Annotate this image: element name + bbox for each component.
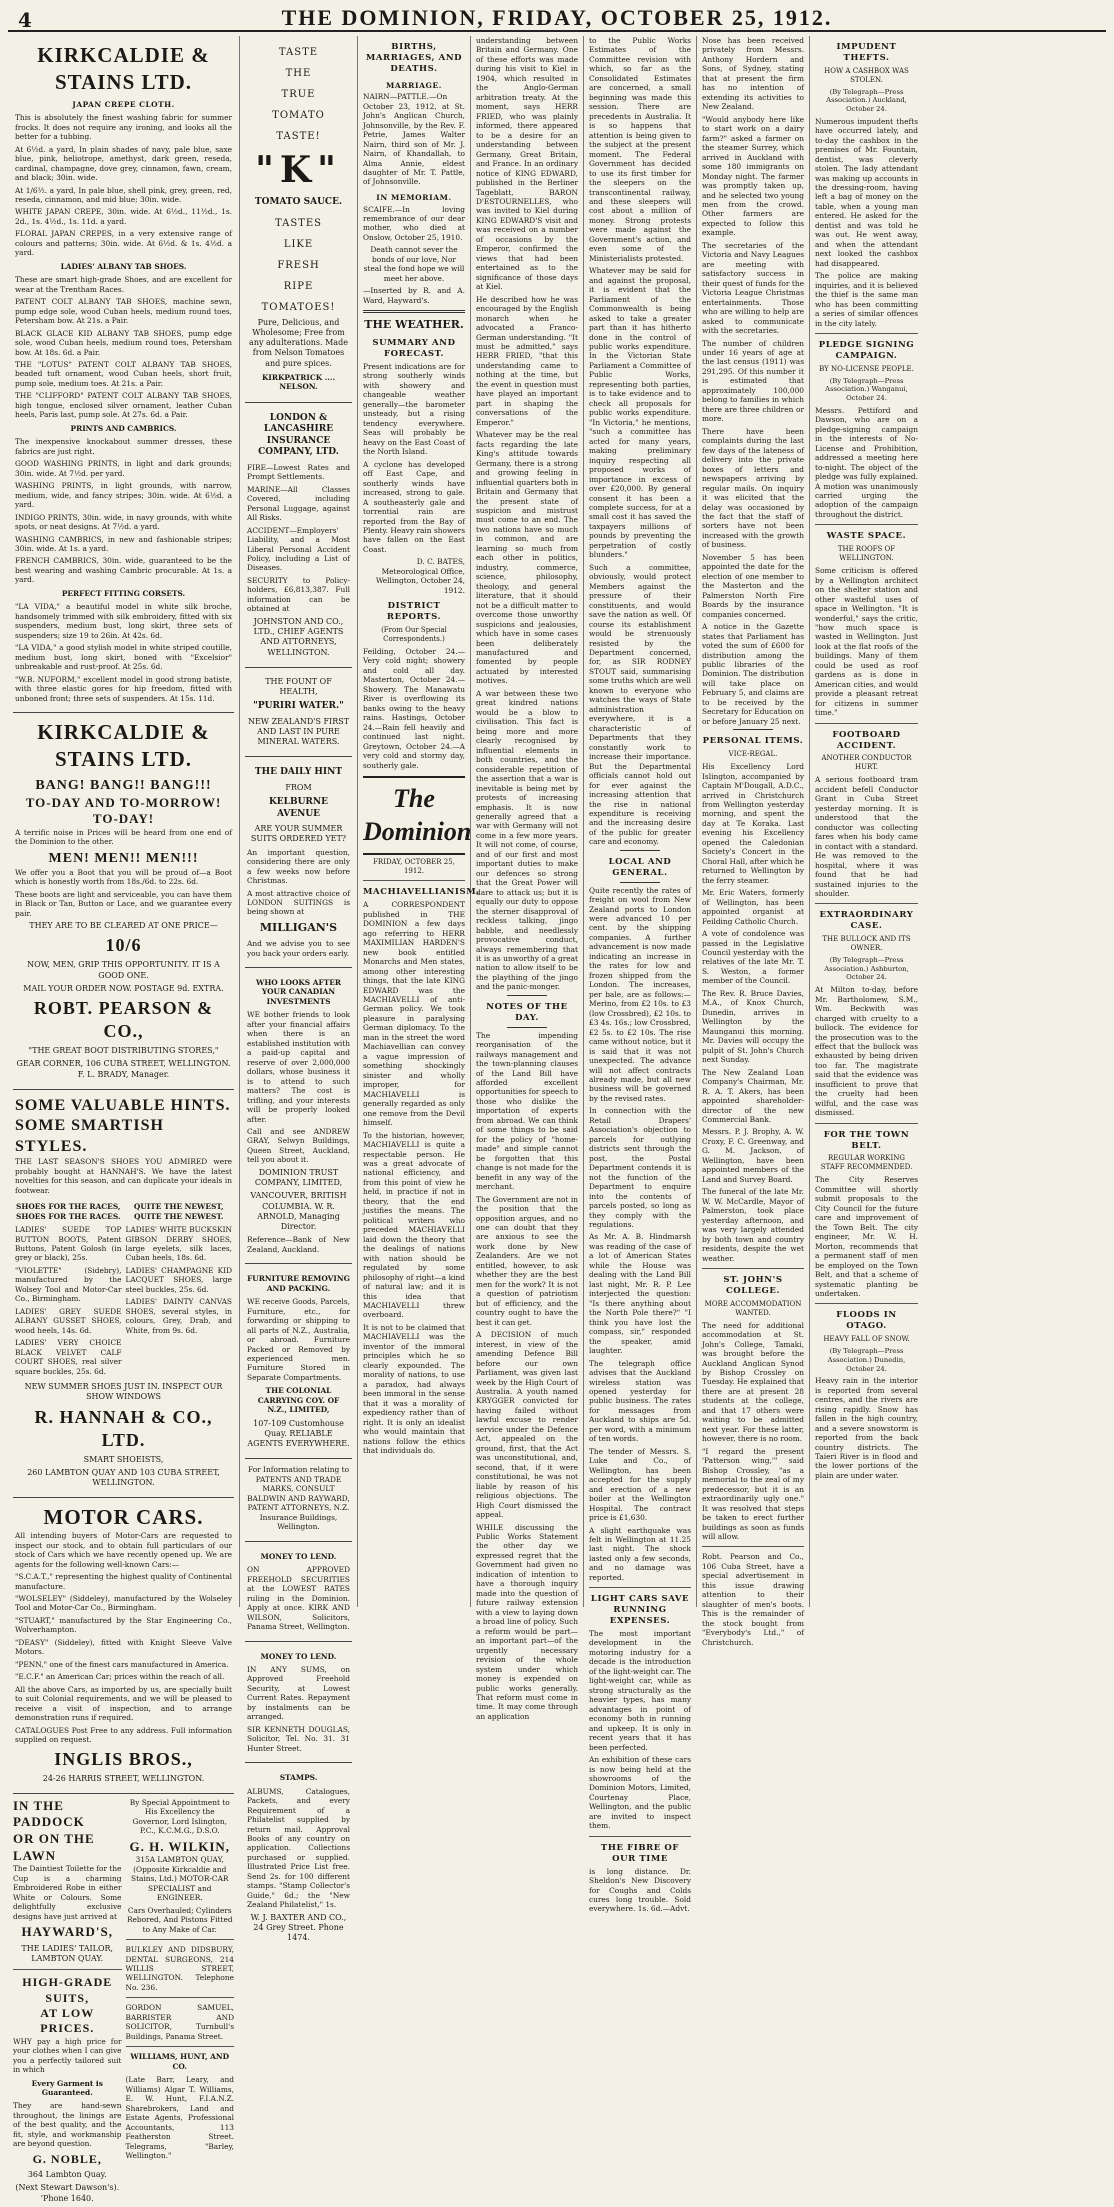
price: 10/6 xyxy=(105,935,142,956)
kelburne-heading: KELBURNE AVENUE xyxy=(268,797,329,819)
theft-para: Numerous impudent thefts have occurred lately, and to-day the cashbox in the premises of Mr. Fountain, dentist, was cleverly stolen. The lady attendant was making up accounts in the dressing-room, having left a bag of money on the table, when a young man entered. He asked for the dentist and was told he was out. He went away, and when the attendant next looked the cashbox had disappeared. xyxy=(815,116,918,268)
highgrade-heading: HIGH-GRADE SUITS, xyxy=(22,1975,113,2005)
offer-text-2: These boots are light and serviceable, you can have them in Black or Tan, Button or Lace, and we guarantee every pair. xyxy=(15,889,232,918)
column-4 xyxy=(471,36,584,1721)
london-item: MARINE—All Classes Covered, including Personal Luggage, against All Risks. xyxy=(247,484,350,523)
stamps-heading: STAMPS. xyxy=(279,1773,318,1783)
local-para: The telegraph office advises that the Auckland wireless station was opened yesterday for public business. The rates for messages from Auckland to ships are 5d. per word, with a minimum of ten words. xyxy=(589,1358,691,1444)
news-para: November 5 has been appointed the date for the election of one member to the Masterton and the Palmerston North Fire Boards by the insurance companies concerned. xyxy=(702,552,804,619)
guarantee-text: Every Garment is Guaranteed. xyxy=(31,2078,103,2098)
memoriam-heading: IN MEMORIAM. xyxy=(376,192,452,202)
trust-heading: DOMINION TRUST COMPANY, LIMITED, xyxy=(254,1167,343,1188)
weather-text: Present indications are for strong southerly winds with showery and changeable weather generally—the barometer unsteady, but a rising tendency everywhere. Seas will probably be heavy on the East Coast of the North Island. xyxy=(363,362,465,457)
floods-heading: FLOODS IN OTAGO. xyxy=(836,1310,897,1332)
motor-catalogue: CATALOGUES Post Free to any address. Full information supplied on request. xyxy=(15,1725,232,1745)
race-item: LADIES' GREY SUEDE ALBANY GUSSET SHOES, wood heels, 14s. 6d. xyxy=(15,1306,122,1335)
tomato-ad xyxy=(245,36,352,403)
highgrade-text-2: They are hand-sewn throughout, the linings are of the best quality, and the fit, style, and workmanship are beyond question. xyxy=(13,2101,122,2149)
patents-text: For Information relating to PATENTS AND TRADE MARKS, CONSULT BALDWIN AND RAYWARD, PATENT ATTORNEYS, N.Z. Insurance Buildings, Wellington. xyxy=(247,1465,350,1532)
inglis-heading: INGLIS BROS., xyxy=(54,1748,193,1769)
motor-item: "STUART," manufactured by the Star Engineering Co., Wolverhampton. xyxy=(15,1615,232,1635)
motor-heading: MOTOR CARS. xyxy=(43,1505,204,1530)
money-heading: MONEY TO LEND. xyxy=(260,1551,337,1561)
marriage-text: NAIRN—PATTLE.—On October 23, 1912, at St. John's Anglican Church, Johnsonville, by the Rev. F. Petrie, James Walter Nairn, third son of Mr. J. Nairn, of Khandallah, to Alma Annie, eldest daughter of Mr. T. Pattle, of Johnsonville. xyxy=(363,92,465,187)
memoriam-sign: —Inserted by R. and A. Ward, Hayward's. xyxy=(363,286,465,305)
weather-heading: THE WEATHER. xyxy=(364,318,464,332)
race-item: "VIOLETTE" (Sidebry), manufactured by the Wolsey Tool and Motor-Car Co., Birmingham. xyxy=(15,1265,122,1304)
district-heading: DISTRICT REPORTS. xyxy=(386,601,442,623)
pure-text: Pure, Delicious, and Wholesome; Free from any adulterations. Made from Nelson Tomatoes and pure spices. xyxy=(249,317,348,368)
williams-sub: (Late Barr, Leary, and Williams) Algar T. Williams, E. W. Hunt, F.I.A.N.Z. Sharebrokers, Land and Estate Agents, Professional Accountants, 113 Featherston Street. Telegrams, "Barley, Wellington." xyxy=(125,2075,234,2160)
lowprices-heading: AT LOW PRICES. xyxy=(40,2005,95,2036)
taste-word: TASTE! xyxy=(276,131,321,142)
tastes-list xyxy=(247,213,350,318)
kirkcaldie-heading: KIRKCALDIE & STAINS LTD. xyxy=(37,43,210,94)
notes-para: A DECISION of much interest, in view of the amending Defence Bill before our own Parliament, was given last week by the High Court of Australia. A youth named KRYGGER convicted for having failed without lawful excuse to render service under the Defence Act, appealed on the ground, first, that the Act was unconstitutional, and, second, that, if it were constitutional, he was not liable by reason of his religious objections. The High Court dismissed the appeal. xyxy=(476,1330,578,1520)
personal-para: A vote of condolence was passed in the Legislative Council yesterday with the relatives of the late Mr. T. S. Weston, a former member of the Council. xyxy=(702,929,804,986)
sauce-heading: TOMATO SAUCE. xyxy=(254,197,343,208)
cars-heading: LIGHT CARS SAVE RUNNING EXPENSES. xyxy=(590,1594,690,1627)
races-heading-right: QUITE THE NEWEST, QUITE THE NEWEST. xyxy=(133,1202,224,1221)
news-para: Nose has been received privately from Messrs. Anthony Hordern and Sons, of Sydney, stating that at present the firm has no intention of extending its activities to New Zealand. xyxy=(702,36,804,112)
column-6 xyxy=(697,36,810,1647)
pledge-heading: PLEDGE SIGNING CAMPAIGN. xyxy=(818,340,915,361)
taste-word: TRUE xyxy=(281,89,316,100)
prints-heading: PRINTS AND CAMBRICS. xyxy=(70,423,177,433)
footboard-text: A serious footboard tram accident befell Conductor Grant in Cuba Street yesterday morning. It is understood that the conductor was collecting fares when his body came in contact with a standard. He was removed to the hospital, where it was found that he had sustained injuries to the shoulder. xyxy=(815,775,918,898)
johnston-text: JOHNSTON AND CO., LTD., CHIEF AGENTS AND ATTORNEYS, WELLINGTON. xyxy=(253,616,344,657)
pearson-tagline: "THE GREAT BOOT DISTRIBUTING STORES," xyxy=(28,1046,219,1056)
shoes-item: THE "CLIFFORD" PATENT COLT ALBANY TAB SHOES, high tongue, enclosed silver ornament, leather Cuban heels, Paris last, pump sole. At 27s. 6d. a Pair. xyxy=(15,391,232,420)
theft-heading: IMPUDENT THEFTS. xyxy=(836,42,897,63)
theft-sub: HOW A CASHBOX WAS STOLEN. xyxy=(824,66,909,84)
floods-text: Heavy rain in the interior is reported from several centres, and the rivers are rising rapidly. Snow has fallen in the high country, and a severe snowstorm is reported from the back country districts. The Taieri River is in flood and the lower portions of the plain are under water. xyxy=(815,1376,918,1480)
motor-note: All the above Cars, as imported by us, are specially built to suit Colonial requirements, and we will be pleased to receive a visit of inspection, and to arrange demonstration runs if required. xyxy=(15,1684,232,1723)
milligan-heading: MILLIGAN'S xyxy=(259,920,338,934)
mach-para: To the historian, however, MACHIAVELLI is quite a respectable person. He was a great advocate of national efficiency, and from this point of view he held, in practice if not in theory, that the end justifies the means. The political writers who preceded MACHIAVELLI laid down the theory that the dealings of nations with nation should be regulated by some philosophy of right—a kind of natural law; and it is this idea that MACHIAVELLI threw overboard. xyxy=(363,1130,465,1320)
shoes-item: BLACK GLACE KID ALBANY TAB SHOES, pump edge sole, wood Cuban heels, medium round toes, Petersham bow. At 18s. 6d. a Pair. xyxy=(15,328,232,357)
taste-word: THE xyxy=(285,68,312,79)
mail-text: MAIL YOUR ORDER NOW. POSTAGE 9d. EXTRA. xyxy=(23,983,224,993)
wilkin-text: Cars Overhauled; Cylinders Rebored, And Pistons Fitted to Any Make of Car. xyxy=(126,1905,233,1934)
memoriam-verse: Death cannot sever the bonds of our love, Nor steal the fond hope we will meet her above. xyxy=(363,245,465,283)
extraordinary-byline: (By Telegraph—Press Association.) Ashburton, October 24. xyxy=(824,956,909,982)
pledge-text: Messrs. Pettiford and Dawson, who are on a pledge-signing campaign in the interests of No-License and Prohibition, addressed a meeting here to-night. The object of the pledge was fully explained. A motion was unanimously carried urging the adoption of the campaign throughout the district. xyxy=(815,405,918,519)
article-para: Whatever may be the real facts regarding the late King's attitude towards Germany, there is a strong and growing feeling in influential quarters both in Britain and Germany that the present state of suspicion and mistrust must come to an end. The two nations have so much in common, and are learning so much from each other in politics, industry, commerce, science, philosophy, theology, and general literature, that it should not be a difficult matter to overcome those unworthy suspicions and jealousies, which have in some cases been deliberately manufactured and fomented by people actuated by interested motives. xyxy=(476,430,578,686)
waste-sub: THE ROOFS OF WELLINGTON. xyxy=(837,545,896,563)
local-para: A slight earthquake was felt in Wellington at 11.25 last night. The shock lasted only a few seconds, and no damage was reported. xyxy=(589,1525,691,1582)
fount-text: THE FOUNT OF HEALTH, xyxy=(265,676,332,696)
extraordinary-heading: EXTRAORDINARY CASE. xyxy=(819,910,914,932)
canadian-text-2: Call and see ANDREW GRAY, Selwyn Buildings, Queen Street, Auckland, tell you about it. xyxy=(247,1127,350,1165)
dominion-dateline: FRIDAY, OCTOBER 25, 1912. xyxy=(373,857,455,875)
tastes-word: TOMATOES! xyxy=(261,301,336,313)
williams-heading: WILLIAMS, HUNT, AND CO. xyxy=(130,2052,230,2071)
fibre-heading: THE FIBRE OF OUR TIME xyxy=(600,1842,680,1864)
columns xyxy=(8,36,1106,2203)
london-item: FIRE—Lowest Rates and Prompt Settlements. xyxy=(247,462,350,482)
kirkcaldie-ad xyxy=(13,36,234,713)
article-para: Whatever may be said for and against the proposal, it is evident that the Parliament of the Commonwealth is being asked to take a greater part than it has hitherto done in the control of public works expenditure. In the Victorian State Parliament a Committee of Public Works, representing both parties, is to take evidence and to check all proposals for public works expenditure. "In Victoria," he mentions, "such a committee has acted for many years, making preliminary inquiry respecting all proposed works of importance in excess of over £20,000. By general consent it has been a complete success, for at a small cost it has saved the taxpayers millions of pounds by preventing the perpetration of costly blunders." xyxy=(589,266,691,560)
page-number: 4 xyxy=(18,8,32,32)
crepe-heading: JAPAN CREPE CLOTH. xyxy=(72,99,175,109)
shoes-intro: These are smart high-grade Shoes, and are excellent for wear at the Trentham Races. xyxy=(15,275,232,294)
money-ad-1 xyxy=(245,1542,352,1642)
prints-item: FRENCH CAMBRICS, 30in. wide, guaranteed to be the best wearing and washing Cambric procurable. At 1s. a yard. xyxy=(15,556,232,585)
notes-para: WHILE discussing the Public Works Statement the other day we expressed regret that the Government had given no indication of intention to have a thorough inquiry made into the question of future railway extension with a view to laying down a broad line of policy. Such a reform would be part—an important part—of the urgently necessary revision of the whole system under which money is expended on public works generally. That reform must come in time. It may come through an application xyxy=(476,1522,578,1721)
taste-word: TASTE xyxy=(278,47,319,58)
hints-text: THE LAST SEASON'S SHOES YOU ADMIRED were probably bought at HANNAH'S. We have the latest novelties for this season, and can duplicate your ideals in footwear. xyxy=(15,1157,232,1195)
haywards-heading: HAYWARD'S, xyxy=(21,1924,113,1940)
highgrade-text: WHY pay a high price for your clothes when I can give you a perfectly tailored suit in which xyxy=(13,2036,122,2075)
column-3 xyxy=(358,36,480,1607)
prints-item: WASHING CAMBRICS, in new and fashionable stripes; 30in. wide. At 1s. a yard. xyxy=(15,534,232,553)
hannah-ad xyxy=(13,1090,234,1498)
wilkin-appointment: By Special Appointment to His Excellency the Governor, Lord Islington, P.C., K.C.M.G., D.S.O. xyxy=(129,1797,230,1836)
theft-para: The police are making inquiries, and it is believed the thief is the same man who has been committing a series of similar offences in the city lately. xyxy=(815,271,918,328)
corsets-heading: PERFECT FITTING CORSETS. xyxy=(61,588,186,598)
belt-sub: REGULAR WORKING STAFF RECOMMENDED. xyxy=(820,1154,913,1172)
marriage-heading: MARRIAGE. xyxy=(385,80,443,90)
corset-item: "LA VIDA," a good stylish model in white striped coutille, medium bust, long skirt, boned with "Excelsior" unbreakable and rust-proof. At 25s. 6d. xyxy=(15,643,232,672)
races-columns xyxy=(15,1198,232,1379)
k-brand: "K" xyxy=(255,149,342,191)
paddock-text: The Daintiest Toilette for the Cup is a charming Embroidered Robe in either White or Colours. Some delightfully exclusive designs have just arrived at xyxy=(13,1864,122,1921)
colonial-address: 107-109 Customhouse Quay. RELIABLE AGENTS EVERYWHERE. xyxy=(247,1418,350,1449)
district-sub: (From Our Special Correspondents.) xyxy=(381,626,447,643)
crepe-item: At 6½d. a yard, In plain shades of navy, pale blue, saxe blue, pink, heliotrope, amethyst, dark green, reseda, cardinal, champagne, dove grey, cinnamon, fawn, cream, and black; 30in. wide. xyxy=(15,144,232,183)
pledge-sub: BY NO-LICENSE PEOPLE. xyxy=(819,364,914,373)
trust-address: VANCOUVER, BRITISH COLUMBIA. W. R. ARNOLD, Managing Director. xyxy=(250,1191,347,1232)
extraordinary-text: At Milton to-day, before Mr. Bartholomew, S.M., Wm. Beckwith was charged with cruelty to a bullock. The evidence for the prosecution was to the effect that the bullock was exhausted by being driven too far. The magistrate said that the evidence was insufficient to prove that the cruelty had been wilful, and the case was dismissed. xyxy=(815,985,918,1118)
london-item: ACCIDENT—Employers' Liability, and a Most Liberal Personal Accident Policy, including a List of Diseases. xyxy=(247,525,350,573)
local-para: The tender of Messrs. S. Luke and Co., of Wellington, has been accepted for the supply and erection of a new boiler at the Wellington Hospital. The contract price is £1,630. xyxy=(589,1446,691,1523)
prints-item: WASHING PRINTS, in light grounds, with narrow, medium, wide, and fancy stripes; 30in. wide. At 6½d. a yard. xyxy=(15,481,232,510)
crepe-intro: This is absolutely the finest washing fabric for summer frocks. It does not require any ironing, and looks all the better for a tubbing. xyxy=(15,113,232,142)
personal-para: The New Zealand Loan Company's Chairman, Mr. R. A. T. Akers, has been appointed shareholder-director of the new Commercial Bank. xyxy=(702,1067,804,1124)
article-para: to the Public Works Estimates of the Committee revision with which, so far as the Consolidated Estimates are concerned, a small beginning was made this session. There are precedents in Australia. It is so happens that attention is being given to the subject at the present moment. The Federal Government has decided to use its first timber for the sleepers on the transcontinental railway, and these sleepers will cost about a million of money. Strong protests were made against the Government's action, and even some of the Ministerialists protested. xyxy=(589,36,691,263)
stamps-address: W. J. BAXTER AND CO., 24 Grey Street. Phone 1474. xyxy=(250,1912,347,1943)
prints-intro: The inexpensive knockabout summer dresses, these fabrics are just right. xyxy=(15,437,232,456)
noble-heading: G. NOBLE, xyxy=(32,2151,102,2166)
article-para: He described how he was encouraged by the English monarch when he advocated a Franco-German understanding. "It must be admitted," says HERR FRIED, "that this understanding came to nothing at the time, but the event in question must have played an important part in shaping the conversations of the Emperor." xyxy=(476,294,578,427)
colonial-heading: THE COLONIAL CARRYING COY. OF N.Z., LIMITED, xyxy=(257,1386,340,1415)
local-para: Quite recently the rates of freight on wool from New Zealand ports to London were advanced 10 per cent. by the shipping companies. A further advancement is now made indicating an increase in the rates for low and frozen shipped from the London. The increases, per bale, are as follows:—Merino, from £2 10s. to £3 (low Crossbred), £2 10s. to £3 4s. 16s.; low Crossbred, £2 5s. to £2 10s. The rise came without notice, but it is said that it was not unexpected. The advance will not affect contracts already made, but all new business will be governed by the revised rates. xyxy=(589,885,691,1103)
money-heading-2: MONEY TO LEND. xyxy=(260,1651,337,1661)
bmd-heading: BIRTHS, MARRIAGES, AND DEATHS. xyxy=(365,42,463,74)
trust-ad xyxy=(245,968,352,1264)
pledge-byline: (By Telegraph—Press Association.) Wanganui, October 24. xyxy=(825,376,908,403)
cleared-text: THEY ARE TO BE CLEARED AT ONE PRICE— xyxy=(29,921,218,931)
personal-para: The Rev. R. Bruce Davies, M.A., of Knox Church, Dunedin, arrives in Wellington by the Maunganui this morning. Mr. Davies will occupy the pulpit of St. John's Church next Sunday. xyxy=(702,988,804,1065)
gordon-ad: GORDON SAMUEL, BARRISTER AND SOLICITOR, Turnbull's Buildings, Panama Street. xyxy=(125,2003,234,2041)
belt-heading: FOR THE TOWN BELT. xyxy=(823,1129,910,1151)
hint-from: FROM xyxy=(285,782,312,792)
tastes-word: TASTES xyxy=(274,217,322,229)
noble-address: 364 Lambton Quay. xyxy=(27,2170,107,2180)
suits-question: ARE YOUR SUMMER SUITS ORDERED YET? xyxy=(250,824,347,844)
article-para: A war between these two great kindred nations would be a blow to civilisation. This fact is being more and more clearly recognised by influential elements in both countries, and the considerable repetition of the assertion that a war is inevitable is being met by protests of increasing emphasis. It is now generally agreed that a war with Germany will not come in a few more years. It will not come, of course, and of our first and most important duties to make our defences so strong that the Great Power will dare to attack us; but it is equally our duty to oppose the sterner disapproval of reckless talking, jingo babble, and needlessly provocative conduct, always remembering that it is as unworthy of a great nation to allow itself to be the plaything of the jingo and the panic-monger. xyxy=(476,688,578,992)
security-text: SECURITY to Policy-holders, £6,813,387. Full information can be obtained at xyxy=(247,575,350,614)
milligan-text: And we advise you to see you back your orders early. xyxy=(247,939,350,958)
corset-item: "W.B. NUFORM," excellent model in good strong batiste, with three elastic gores for hip freedom, fitted with unboned front; three sets of suspenders. At 15s. 11d. xyxy=(15,674,232,703)
article-para: understanding between Britain and Germany. One of these efforts was made during his visit to Kiel in 1904, which resulted in the Anglo-German arbitration treaty. At the moment, says HERR FRIED, who was plainly informed, there appeared to be a desire for an understanding between Germany, Great Britain, and France. In an ordinary notice of KING EDWARD, published in the Berliner Tageblatt, BARON D'ESTOURNELLES, who was invited to Kiel during KING EDWARD'S visit and was received on a number of occasions by the Emperor, confirmed the views that had been entertained as to the significance of those days at Kiel. xyxy=(476,36,578,292)
news-para: The secretaries of the Victoria and Navy Leagues are meeting with satisfactory success in their quest of funds for the Victoria League Christmas entertainments. Those who are willing to help are asked to communicate with the secretaries. xyxy=(702,240,804,336)
vice-regal-heading: VICE-REGAL. xyxy=(728,750,778,759)
corset-item: "LA VIDA," a beautiful model in white silk broche, handsomely trimmed with silk embroidery, fitted with six suspenders, medium bust, long skirt, three sets of suspenders; size 19 to 26in. At 42s. 6d. xyxy=(15,602,232,640)
furniture-heading: FURNITURE REMOVING AND PACKING. xyxy=(247,1274,350,1293)
cars-para: An exhibition of these cars is now being held at the showrooms of the Dominion Motors, Limited, Courtenay Place, Wellington, and the public are invited to inspect them. xyxy=(589,1755,691,1831)
hannah-sub: SMART SHOEISTS, xyxy=(83,1454,164,1464)
stjohns-heading: ST. JOHN'S COLLEGE. xyxy=(723,1275,783,1296)
bottom-ads xyxy=(13,1794,234,2207)
styles-heading: SOME SMARTISH STYLES. xyxy=(15,1117,164,1155)
prints-item: INDIGO PRINTS, 30in. wide, in navy grounds, with white spots, or neat designs. At 7½d. a yard. xyxy=(15,512,232,532)
news-para: "Would anybody here like to start work on a dairy farm?" asked a farmer on the steamer Surrey, which arrived in Auckland with some 180 immigrants on Monday night. The farmer was promptly taken up, and he selected two young men from the crowd. Other farmers are expected to follow this example. xyxy=(702,114,804,238)
crepe-item: FLORAL JAPAN CREPES, in a very extensive range of colours and patterns; 30in. wide. At 6½d. & 1s. 4½d. a yard. xyxy=(15,229,232,258)
weather-sign: D. C. BATES, Meteorological Office, Wellington, October 24, 1912. xyxy=(375,557,465,595)
waste-heading: WASTE SPACE. xyxy=(826,531,907,542)
taste-list xyxy=(247,42,350,147)
kirkcaldie-boots-ad xyxy=(13,713,234,1090)
trust-reference: Reference—Bank of New Zealand, Auckland. xyxy=(247,1235,350,1254)
extraordinary-sub: THE BULLOCK AND ITS OWNER. xyxy=(822,935,911,953)
masthead xyxy=(8,6,1106,32)
motor-item: "S.C.A.T.," representing the highest quality of Continental manufacture. xyxy=(15,1572,232,1591)
shoes-heading: LADIES' ALBANY TAB SHOES. xyxy=(60,261,187,271)
kenneth-text: SIR KENNETH DOUGLAS, Solicitor, Tel. No. 31. 31 Hunter Street. xyxy=(247,1724,350,1753)
mach-para: A CORRESPONDENT published in THE DOMINION a few days ago referring to HERR MAXIMILIAN HARDEN'S new book entitled Monarchs and Men states, among other interesting things, that the late KING EDWARD was the MACHIAVELLI of anti-German policy. We took pleasure in paralysing German diplomacy. To the man in the street the word Machiavellian can convey a vague impression of something shockingly sinister and wholly improper, for MACHIAVELLI is generally regarded as only one remove from the Devil himself. xyxy=(363,900,465,1128)
theft-byline: (By Telegraph—Press Association.) Auckland, October 24. xyxy=(826,87,907,114)
patents-ad xyxy=(245,1459,352,1541)
footboard-heading: FOOTBOARD ACCIDENT. xyxy=(832,729,901,751)
motor-text: All intending buyers of Motor-Cars are requested to inspect our stock, and to obtain full particulars of our stock of Cars which we have recently opened up. We are agents for the following well-known Cars:— xyxy=(15,1531,232,1569)
inglis-address: 24-26 HARRIS STREET, WELLINGTON. xyxy=(42,1773,205,1783)
puriri-sub: NEW ZEALAND'S FIRST AND LAST IN PURE MINERAL WATERS. xyxy=(247,716,350,747)
london-ad xyxy=(245,403,352,668)
noble-footer: (Next Stewart Dawson's). 'Phone 1640. xyxy=(15,2183,120,2203)
summer-text: NEW SUMMER SHOES JUST IN. INSPECT OUR SHOW WINDOWS xyxy=(24,1382,223,1402)
terrific-text: A terrific noise in Prices will be heard from one end of the Dominion to the other. xyxy=(15,827,232,847)
news-para: The number of children under 16 years of age at the last census (1911) was 291,295. Of this number it is estimated that approximately 100,000 belong to families in which there are three children or more. xyxy=(702,338,804,424)
grip-text: NOW, MEN, GRIP THIS OPPORTUNITY. IT IS A GOOD ONE. xyxy=(27,960,220,980)
motor-item: "WOLSELEY" (Siddeley), manufactured by the Wolseley Tool and Motor-Car Co., Birmingham. xyxy=(15,1594,232,1613)
cars-para: The most important development in the motoring industry for a decade is the introduction of the light-weight car. The light-weight car, while as strong structurally as the heavier types, has many advantages in point of economy both in running and upkeep. It is only in recent years that it has been perfected. xyxy=(589,1628,691,1752)
crepe-item: WHITE JAPAN CREPE, 30in. wide. At 6½d., 11½d., 1s. 2d., 1s. 4½d., 1s. 11d. a yard. xyxy=(15,207,232,226)
colonial-ad xyxy=(245,1264,352,1459)
tastes-word: FRESH xyxy=(277,259,320,271)
stjohns-para: "I regard the present 'Patterson wing,'" said Bishop Crossley, "as a memorial to the zeal of my predecessor, but it is an extraordinarily ugly one." It was resolved that steps be taken to erect further buildings as soon as funds will allow. xyxy=(702,1446,804,1541)
fibre-text: is long distance. Dr. Sheldon's New Discovery for Coughs and Colds cures long trouble. Sold everywhere. 1s. 6d.—Advt. xyxy=(589,1866,691,1914)
personal-para: His Excellency Lord Islington, accompanied by Captain M'Dougall, A.D.C., arrived in Christchurch from Wellington yesterday morning, and spent the day at Te Koraka. Last evening his Excellency opened the Caledonian Society's Concert in the Choral Hall, after which he returned to Wellington by the ferry steamer. xyxy=(702,762,804,885)
shoes-item: PATENT COLT ALBANY TAB SHOES, machine sewn, pump edge sole, wood Cuban heels, medium round toes, Petersham bow. At 21s. a Pair. xyxy=(15,297,232,326)
wilkin-address: 315A LAMBTON QUAY, (Opposite Kirkcaldie and Stains, Ltd.) MOTOR-CAR SPECIALIST and ENGINEER. xyxy=(131,1855,229,1903)
prints-item: GOOD WASHING PRINTS, in light and dark grounds; 30in. wide. At 7½d. per yard. xyxy=(15,459,232,478)
personal-para: Messrs. P. J. Brophy, A. W. Croxy, F. C. Greenway, and G. M. Jackson, of Wellington, have been appointed members of the Land and Survey Board. xyxy=(702,1127,804,1184)
notes-para: The impending reorganisation of the railways management and the town-planning clauses of the Land Bill have afforded excellent opportunities for speech to those who dislike the importation of experts from abroad. We can think of some things to be said for the policy of "home-made" and simple cannot be forgotten that this change is not made for the benefit in any way of the merchant. xyxy=(476,1030,578,1192)
dominion-nameplate: The Dominion xyxy=(363,776,465,855)
suits-text: An important question, considering there are only a few weeks now before Christmas. xyxy=(247,847,350,886)
article-para: Such a committee, obviously, would protect Members against the pressure of their constituents, and would save the nation as well. Of course its establishment would be strenuously resisted by the Department concerned, for, as SIR RODNEY STOUT said, summarising some truths which are well known to everyone who watches the ways of State administration everywhere, it is a characteristic of Departments that they constantly work to increase their importance. But the Departmental officials cannot hold out for ever against the increasing attention that the rise in national expenditure is receiving and the increasing desire of the public for greater care and economy. xyxy=(589,562,691,847)
motor-item: "DEASY" (Siddeley), fitted with Knight Sleeve Valve Motors. xyxy=(15,1637,232,1657)
pearson-address: GEAR CORNER, 106 CUBA STREET, WELLINGTON. F. L. BRADY, Manager. xyxy=(16,1059,231,1079)
belt-text: The City Reserves Committee will shortly submit proposals to the City Council for the future care and improvement of the Town Belt. The city engineer, Mr. W. H. Morton, recommends that a permanent staff of men be employed on the Town Belt, and that a scheme of systematic planting be undertaken. xyxy=(815,1175,918,1299)
personal-heading: PERSONAL ITEMS. xyxy=(702,736,804,747)
waste-text: Some criticism is offered by a Wellington architect on the shelter station and other wasteful uses of space in Wellington. "It is wonderful," says the critic, "how much space is wasted in Wellington. Just look at the flat roofs of the buildings. Many of them could be used as roof gardens as is done in American cities, and would provide a pleasant retreat for citizens in summer time." xyxy=(815,566,918,718)
pearson-note: Robt. Pearson and Co., 106 Cuba Street, have a special advertisement in this issue drawing attention to their slaughter of men's boots. This is the remainder of the stock bought from "Everybody's Ltd.," of Christchurch. xyxy=(702,1552,804,1647)
men-heading: MEN! MEN!! MEN!!! xyxy=(48,850,199,866)
crepe-item: At 1/6½. a yard, In pale blue, shell pink, grey, green, red, reseda, cinnamon, and mid blue; 30in. wide. xyxy=(15,185,232,204)
wilkin-heading: G. H. WILKIN, xyxy=(129,1838,231,1854)
footboard-sub: ANOTHER CONDUCTOR HURT. xyxy=(821,754,912,772)
column-5 xyxy=(584,36,697,1914)
stamps-ad xyxy=(245,1763,352,1952)
local-heading: LOCAL AND GENERAL. xyxy=(608,856,672,878)
taste-word: TOMATO xyxy=(272,110,325,121)
puriri-ad xyxy=(245,668,352,758)
motor-item: "PENN," one of the finest cars manufactured in America. xyxy=(15,1659,229,1669)
london-heading: LONDON & LANCASHIRE INSURANCE COMPANY, LTD. xyxy=(258,412,339,458)
kirkcaldie-heading-2: KIRKCALDIE & STAINS LTD. xyxy=(37,720,210,771)
lawn-heading: OR ON THE LAWN xyxy=(13,1831,95,1863)
race-item: LADIES' VERY CHOICE BLACK VELVET CALF COURT SHOES, real silver square buckles, 25s. 6d. xyxy=(15,1338,122,1376)
column-2-ads xyxy=(240,36,358,1943)
stamps-text: ALBUMS, Catalogues, Packets, and every Requirement of a Philatelist supplied by return mail. Approval Books of any country on application. Collections purchased or supplied. Illustrated Price List free. Send 2s. for 100 different stamps. "Stamp Collector's Guide," 6d.; the "New Zealand Philatelist," 1s. xyxy=(247,1786,350,1910)
hannah-address: 260 LAMBTON QUAY AND 103 CUBA STREET, WELLINGTON. xyxy=(27,1467,220,1488)
tastes-word: LIKE xyxy=(283,238,314,250)
money-text: ON APPROVED FREEHOLD SECURITIES at the LOWEST RATES ruling in the Dominion. Apply at once. KIRK AND WILSON, Solicitors, Panama Street, Wellington. xyxy=(247,1565,350,1632)
motor-item: "E.C.F." an American Car; prices within the reach of all. xyxy=(15,1672,225,1682)
races-heading-left: SHOES FOR THE RACES, SHOES FOR THE RACES. xyxy=(16,1202,121,1221)
furniture-text: WE receive Goods, Parcels, Furniture, etc., for forwarding or shipping to all parts of N.Z., Australia, or abroad. Furniture Packed or Removed by experienced men. Furniture Stored in Separate Compartments. xyxy=(247,1297,350,1382)
page-title: THE DOMINION, FRIDAY, OCTOBER 25, 1912. xyxy=(281,5,833,30)
offer-text: We offer you a Boot that you will be proud of—a Boot which is honestly worth from 18s./6d. to 22s. 6d. xyxy=(15,867,232,887)
hints-heading: SOME VALUABLE HINTS. xyxy=(15,1096,231,1114)
money-text-2: IN ANY SUMS, on Approved Freehold Security, at Lowest Current Rates. Repayment by instalments can be arranged. xyxy=(247,1664,350,1722)
memoriam-text: SCAIFE.—In loving remembrance of our dear mother, who died at Onslow, October 25, 1910. xyxy=(363,204,465,242)
personal-para: The funeral of the late Mr. W. W. McCardle, Mayor of Palmerston, took place yesterday afternoon, and was very largely attended by both town and country residents, despite the wet weather. xyxy=(702,1187,804,1263)
puriri-heading: "PURIRI WATER." xyxy=(253,701,344,712)
stjohns-para: The need for additional accommodation at St. John's College, Tamaki, was brought before the Auckland Anglican Synod by Bishop Crossley on Tuesday. He explained that there are at present 28 students at the college, and that 17 others were waiting to be admitted next year. For these latter, however, there is no room. xyxy=(702,1320,804,1444)
local-para: In connection with the Retail Drapers' Association's objection to parcels for outlying districts sent through the post, the Postal Department contends it is not the function of the Department to enquire into the contents of parcels posted, so long as they comply with the regulations. xyxy=(589,1106,691,1229)
hint-heading: THE DAILY HINT xyxy=(254,767,343,778)
weather-text-2: A cyclone has developed off East Cape, and southerly winds have increased, strong to gale. A southeasterly gale and torrential rain are reported from the Bay of Plenty. Heavy rain showers have fallen on the East Coast. xyxy=(363,459,465,554)
race-item: LADIES' SUEDE TOP BUTTON BOOTS, Patent Buttons, Patent Golosh (in grey or black), 25s. xyxy=(15,1225,122,1263)
mach-para: It is not to be claimed that MACHIAVELLI was the inventor of the immoral principles which he so clearly expounded. The morality of nations, to use a paradox, had always been immoral in the sense that it was a morality of expediency rather than of right. It is only an idealist who would maintain that nations follow the ethics that individuals do. xyxy=(363,1322,465,1456)
today-heading: TO-DAY AND TO-MORROW! TO-DAY! xyxy=(25,794,222,827)
notes-para: The Government are not in the position that the opposition argues, and no one can doubt that they are anxious to see the work done by New Zealanders. Are we not entitled, however, to ask whether they are the best men for the work? It is not a question of patriotism but of efficiency, and the country ought to have the best it can get. xyxy=(476,1194,578,1327)
paddock-heading: IN THE PADDOCK xyxy=(13,1797,85,1830)
mach-heading: MACHIAVELLIANISM. xyxy=(363,887,480,898)
money-ad-2 xyxy=(245,1642,352,1764)
milligan-ad xyxy=(245,757,352,968)
hannah-heading: R. HANNAH & CO., LTD. xyxy=(34,1406,213,1450)
tastes-word: RIPE xyxy=(283,280,314,292)
weather-sub: SUMMARY AND FORECAST. xyxy=(372,338,456,360)
district-text: Feilding, October 24.—Very cold night; showery and cold all day. Masterton, October 24.—Showery. The Manawatu River is overflowing its banks owing to the heavy rains. Hastings, October 24.—Rain fell heavily and continued last night. Greytown, October 24.—A very cold and stormy day, southerly gale. xyxy=(363,646,465,770)
canadian-heading: WHO LOOKS AFTER YOUR CANADIAN INVESTMENTS xyxy=(256,977,341,1006)
notes-heading: NOTES OF THE DAY. xyxy=(486,1001,568,1023)
haywards-sub: THE LADIES' TAILOR, LAMBTON QUAY. xyxy=(21,1943,114,1963)
news-para: There have been complaints during the last few days of the lateness of delivery into the private boxes of letters and newspapers arriving by regular mails. On inquiry it was elicited that the delay was occasioned by the fact that the staff of sorters have not been increased with the growth of business. xyxy=(702,426,804,550)
stjohns-sub: MORE ACCOMMODATION WANTED. xyxy=(704,1299,802,1317)
local-para: As Mr. A. B. Hindmarsh was reading of the case of a lot of American States while the House was dealing with the Land Bill last night, Mr. R. P. Lee interjected the question: "Is there anything about the North Pole there?" "I think you have lost the compass, sir," responded the speaker, amid laughter. xyxy=(589,1232,691,1356)
bulkley-ad: BULKLEY AND DIDSBURY, DENTAL SURGEONS, 214 WILLIS STREET, WELLINGTON. Telephone No. 236. xyxy=(125,1945,234,1992)
race-item: LADIES' CHAMPAGNE KID LACQUET SHOES, large steel buckles, 25s. 6d. xyxy=(125,1265,232,1294)
canadian-text: WE bother friends to look after your financial affairs when there is an established institution with a paid-up capital and reserve of over 2,000,000 dollars, whose business it is to attend to such matters? The cost is trifling, and your interests will be properly looked after. xyxy=(247,1010,350,1124)
news-para: A notice in the Gazette states that Parliament has voted the sum of £600 for distribution among the public libraries of the Dominion. The distribution will take place on February 5, and claims are to be received by the Secretary for Education on or before January 25 next. xyxy=(702,622,804,726)
suits-text-2: A most attractive choice of LONDON SUITINGS is being shown at xyxy=(247,888,350,917)
kirkpatrick-sign: KIRKPATRICK .... NELSON. xyxy=(261,372,336,392)
shoes-item: THE "LOTUS" PATENT COLT ALBANY TAB SHOES, beaded tuft ornament, wood Cuban heels, short fruit, pump sole, medium toes. At 21s. a Pair. xyxy=(15,360,232,388)
personal-para: Mr. Eric Waters, formerly of Wellington, has been appointed organist at Feilding Catholic Church. xyxy=(702,888,804,926)
column-1-ads xyxy=(8,36,240,2203)
floods-sub: HEAVY FALL OF SNOW. xyxy=(823,1335,910,1344)
race-item: LADIES' WHITE BUCKSKIN GIBSON DERBY SHOES, large eyelets, silk laces, Cuban heels, 18s. 6d. xyxy=(125,1225,232,1263)
floods-byline: (By Telegraph—Press Association.) Dunedin, October 24. xyxy=(827,1347,906,1373)
race-item: LADIES' DAINTY CANVAS SHOES, several styles, in colours, Grey, Drab, and White, from 9s. 6d. xyxy=(125,1297,232,1335)
motor-ad xyxy=(13,1498,234,1794)
bang-heading: BANG! BANG!! BANG!!! xyxy=(35,777,212,793)
column-7 xyxy=(810,36,923,1607)
pearson-heading: ROBT. PEARSON & CO., xyxy=(33,998,214,1042)
